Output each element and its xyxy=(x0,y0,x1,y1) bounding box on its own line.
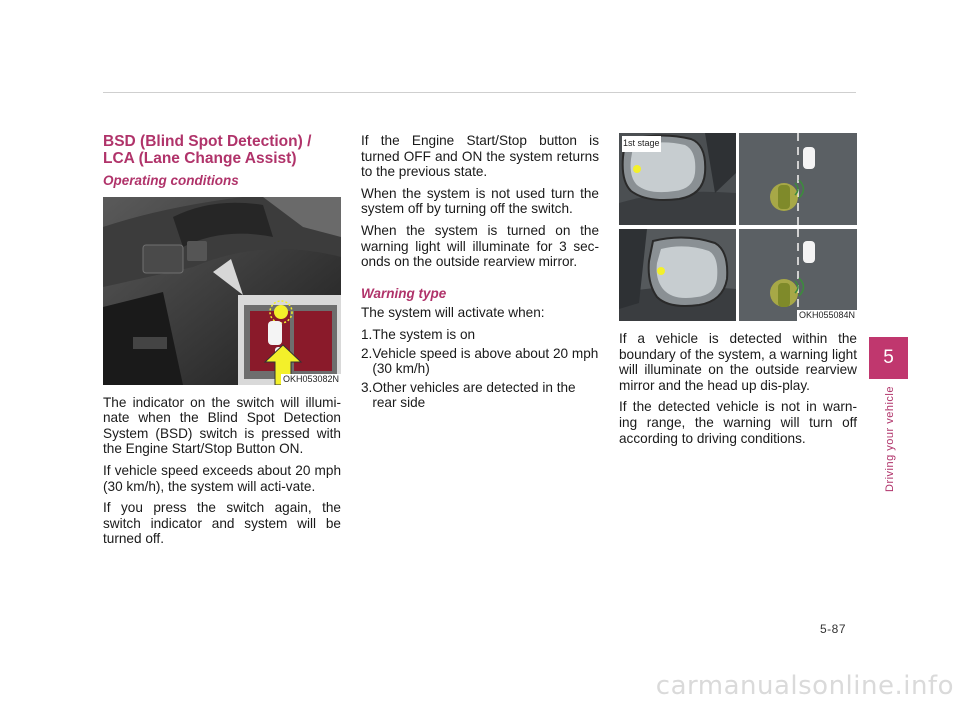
switch-figure xyxy=(103,197,341,385)
warning-type-heading: Warning type xyxy=(361,285,447,301)
chapter-tab: 5 xyxy=(869,337,908,379)
warning-figure xyxy=(619,133,857,321)
column-3 xyxy=(619,133,857,452)
list-item: 3. Other vehicles are detected in the rear side xyxy=(361,379,576,411)
page-number: 5-87 xyxy=(820,622,847,636)
figure-code: OKH053082N xyxy=(282,373,339,384)
chapter-title: Driving your vehicle xyxy=(884,386,896,492)
condition-list xyxy=(361,327,599,411)
list-item: 2. Vehicle speed is above about 20 mph (30 km/h) xyxy=(361,345,599,377)
column2-paragraph-3: When the system is turned on the warning light will illuminate for 3 sec-onds on the outside rearview mirror. xyxy=(361,222,599,270)
stage-label: 1st stage xyxy=(622,136,661,152)
section-title: BSD (Blind Spot Detection) / LCA (Lane Change Assist) xyxy=(103,133,312,167)
figure-code: OKH055084N xyxy=(798,310,855,320)
dashboard-switch-illustration xyxy=(103,197,341,385)
column2-paragraph-2: When the system is not used turn the system off by turning off the switch. xyxy=(361,185,599,217)
column-1 xyxy=(103,133,341,553)
top-rule xyxy=(103,92,856,93)
operating-paragraph-3: If you press the switch again, the switch indicator and system will be turned off. xyxy=(103,500,341,547)
warning-intro: The system will activate when: xyxy=(361,305,545,321)
watermark: carmanualsonline.info xyxy=(655,671,954,701)
column3-paragraph-2: If the detected vehicle is not in warn-ing range, the warning will turn off according to driving conditions. xyxy=(619,399,857,446)
operating-paragraph-2: If vehicle speed exceeds about 20 mph (30 km/h), the system will acti-vate. xyxy=(103,462,341,494)
column-2 xyxy=(361,133,599,414)
operating-paragraph-1: The indicator on the switch will illumi-nate when the Blind Spot Detection System (BSD) switch is pressed with the Engine Start/Stop Button ON. xyxy=(103,394,341,457)
operating-conditions-heading: Operating conditions xyxy=(103,173,239,188)
list-item: 1. The system is on xyxy=(361,326,476,342)
column2-paragraph-1: If the Engine Start/Stop button is turned OFF and ON the system returns to the previous state. xyxy=(361,133,599,180)
mirror-warning-illustration xyxy=(619,133,857,321)
column3-paragraph-1: If a vehicle is detected within the boundary of the system, a warning light will illuminate on the outside rearview mirror and the head up dis-play. xyxy=(619,331,857,393)
